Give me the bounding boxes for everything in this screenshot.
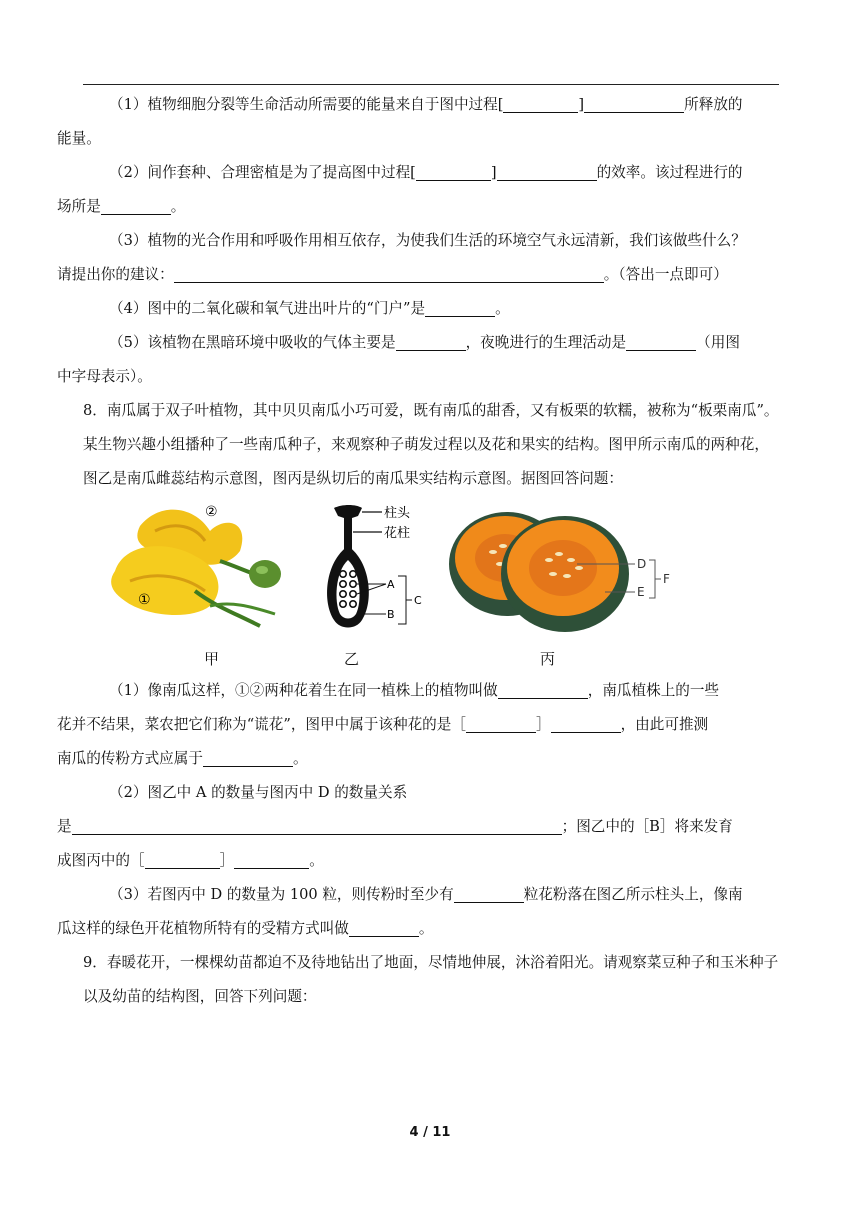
answer-blank[interactable] xyxy=(466,714,536,733)
label-stigma: 柱头 xyxy=(384,506,411,521)
answer-blank[interactable] xyxy=(72,816,562,835)
q8-sub1: （1）像南瓜这样，①②两种花着生在同一植株上的植物叫做 ，南瓜植株上的一些 花并不结果，菜农把它们称为“谎花”，图甲中属于该种花的是［ ］ ，由此可推测 南瓜的传粉方式应属于 。 xyxy=(57,682,720,767)
figure-caption-bing: 丙 xyxy=(540,650,556,668)
label-B: B xyxy=(387,608,395,621)
answer-blank[interactable] xyxy=(203,748,293,767)
q7-sub3: （3）植物的光合作用和呼吸作用相互依存，为使我们生活的环境空气永远清新，我们该做些什么？ 请提出你的建议： 。（答出一点即可） xyxy=(57,232,746,283)
figure-caption-yi: 乙 xyxy=(344,650,360,668)
q8-intro: 8．南瓜属于双子叶植物，其中贝贝南瓜小巧可爱，既有南瓜的甜香，又有板栗的软糯，被称为“板栗南瓜”。某生物兴趣小组播种了一些南瓜种子，来观察种子萌发过程以及花和果实的结构。图甲所示南瓜的两种花，图乙是南瓜雌蕊结构示意图，图丙是纵切后的南瓜果实结构示意图。据图回答问题： xyxy=(83,402,779,487)
pumpkin-fruit-figure xyxy=(445,504,685,639)
answer-blank[interactable] xyxy=(551,714,621,733)
label-style: 花柱 xyxy=(384,526,411,541)
answer-blank[interactable] xyxy=(498,680,588,699)
answer-blank[interactable] xyxy=(234,850,309,869)
answer-blank[interactable] xyxy=(349,918,419,937)
label-D: D xyxy=(637,557,647,571)
label-F: F xyxy=(663,572,670,586)
answer-blank[interactable] xyxy=(396,332,466,351)
header-rule xyxy=(83,84,779,85)
q8-figures xyxy=(100,496,720,672)
answer-blank[interactable] xyxy=(503,94,578,113)
answer-blank[interactable] xyxy=(626,332,696,351)
q7-sub4: （4）图中的二氧化碳和氧气进出叶片的“门户”是 。 xyxy=(109,300,510,317)
answer-blank[interactable] xyxy=(174,264,604,283)
flower-label-2: ② xyxy=(205,504,218,520)
label-E: E xyxy=(637,585,645,599)
answer-blank[interactable] xyxy=(584,94,684,113)
q7-sub5: （5）该植物在黑暗环境中吸收的气体主要是 ，夜晚进行的生理活动是 （用图 中字母表示）。 xyxy=(57,334,740,385)
answer-blank[interactable] xyxy=(497,162,597,181)
answer-blank[interactable] xyxy=(145,850,220,869)
q8-sub2: （2）图乙中 A 的数量与图丙中 D 的数量关系 是 ；图乙中的［B］将来发育 成图丙中的［ ］ 。 xyxy=(57,784,733,869)
answer-blank[interactable] xyxy=(425,298,495,317)
answer-blank[interactable] xyxy=(416,162,491,181)
page-number: 4 / 11 xyxy=(409,1125,451,1140)
flower-label-1: ① xyxy=(138,592,151,608)
figure-caption-jia: 甲 xyxy=(204,650,220,668)
pistil-diagram xyxy=(320,502,430,642)
label-A: A xyxy=(387,578,395,591)
q7-sub2: （2）间作套种、合理密植是为了提高图中过程[ ] 的效率。该过程进行的 场所是 。 xyxy=(57,164,743,215)
q8-sub3: （3）若图丙中 D 的数量为 100 粒，则传粉时至少有 粒花粉落在图乙所示柱头上，像南 瓜这样的绿色开花植物所特有的受精方式叫做 。 xyxy=(57,886,743,937)
answer-blank[interactable] xyxy=(101,196,171,215)
label-C: C xyxy=(414,594,422,607)
q7-sub1: （1）植物细胞分裂等生命活动所需要的能量来自于图中过程[ ] 所释放的 能量。 xyxy=(57,96,743,147)
q9-intro: 9．春暖花开，一棵棵幼苗都迫不及待地钻出了地面，尽情地伸展，沐浴着阳光。请观察菜豆种子和玉米种子以及幼苗的结构图，回答下列问题： xyxy=(83,954,779,1005)
answer-blank[interactable] xyxy=(454,884,524,903)
pumpkin-flowers-figure xyxy=(100,496,300,636)
